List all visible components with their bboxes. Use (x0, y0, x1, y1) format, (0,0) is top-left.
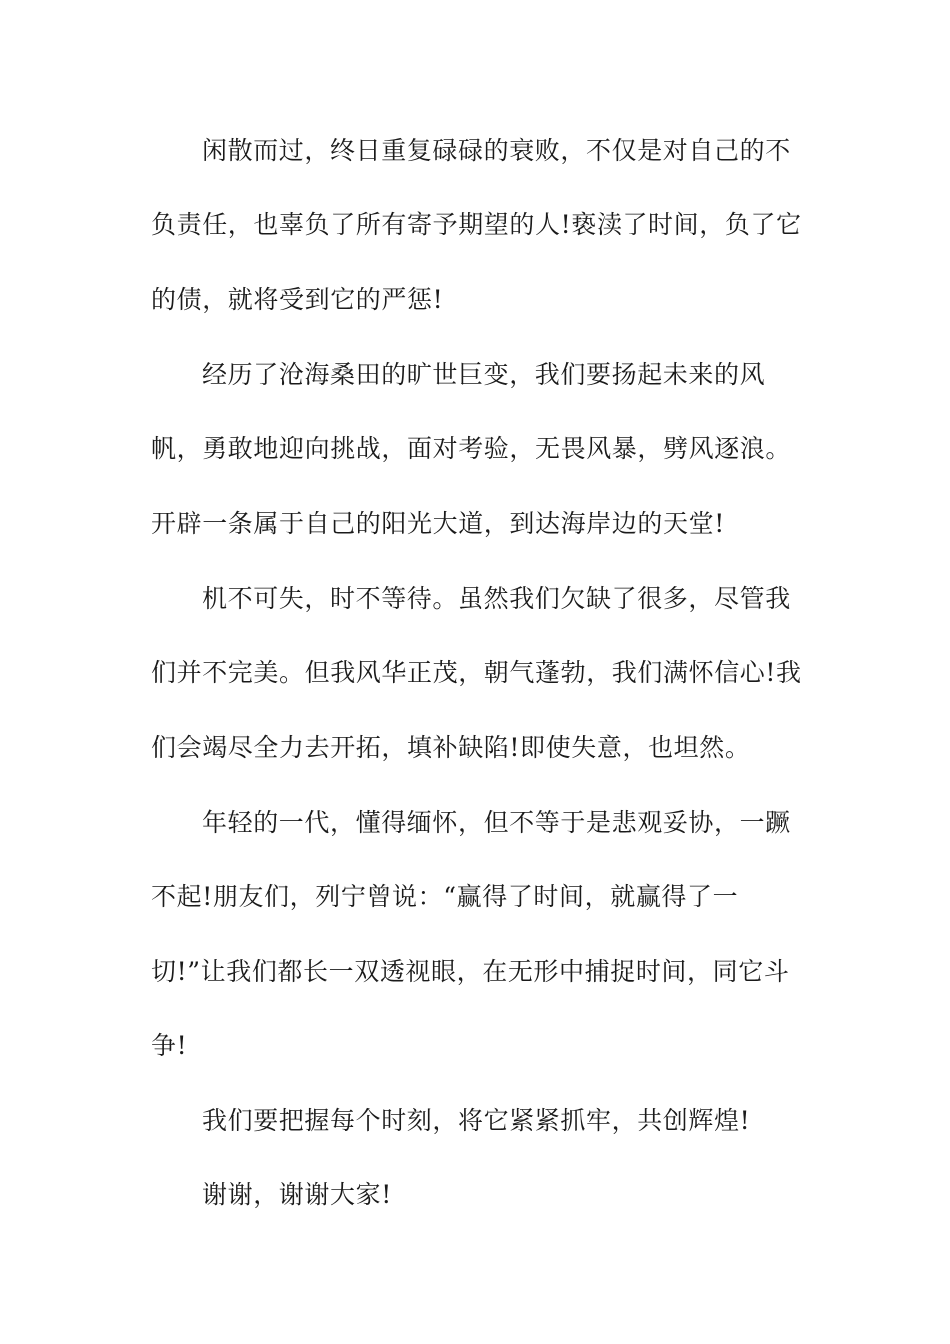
paragraph-1-line-3: 的债，就将受到它的严惩! (151, 285, 444, 314)
paragraph-1-line-1: 闲散而过，终日重复碌碌的衰败，不仅是对自己的不 (202, 136, 791, 165)
paragraph-4-line-2: 不起!朋友们，列宁曾说：“赢得了时间，就赢得了一 (151, 882, 739, 911)
paragraph-2-line-1: 经历了沧海桑田的旷世巨变，我们要扬起未来的风 (202, 360, 766, 389)
paragraph-3-line-1: 机不可失，时不等待。虽然我们欠缺了很多，尽管我 (202, 584, 791, 613)
paragraph-3-line-2: 们并不完美。但我风华正茂，朝气蓬勃，我们满怀信心!我 (151, 658, 802, 687)
paragraph-1-line-2: 负责任，也辜负了所有寄予期望的人!亵渎了时间，负了它 (151, 210, 802, 239)
paragraph-4-line-4: 争! (151, 1031, 188, 1060)
paragraph-2-line-2: 帆，勇敢地迎向挑战，面对考验，无畏风暴，劈风逐浪。 (151, 434, 792, 463)
paragraph-5-line-1: 我们要把握每个时刻，将它紧紧抓牢，共创辉煌! (202, 1106, 751, 1135)
paragraph-4-line-1: 年轻的一代，懂得缅怀，但不等于是悲观妥协，一蹶 (202, 808, 791, 837)
paragraph-4-line-3: 切!”让我们都长一双透视眼，在无形中捕捉时间，同它斗 (151, 957, 790, 986)
closing-thanks: 谢谢，谢谢大家! (202, 1180, 392, 1209)
paragraph-3-line-3: 们会竭尽全力去开拓，填补缺陷!即使失意，也坦然。 (151, 733, 751, 762)
paragraph-2-line-3: 开辟一条属于自己的阳光大道，到达海岸边的天堂! (151, 509, 725, 538)
